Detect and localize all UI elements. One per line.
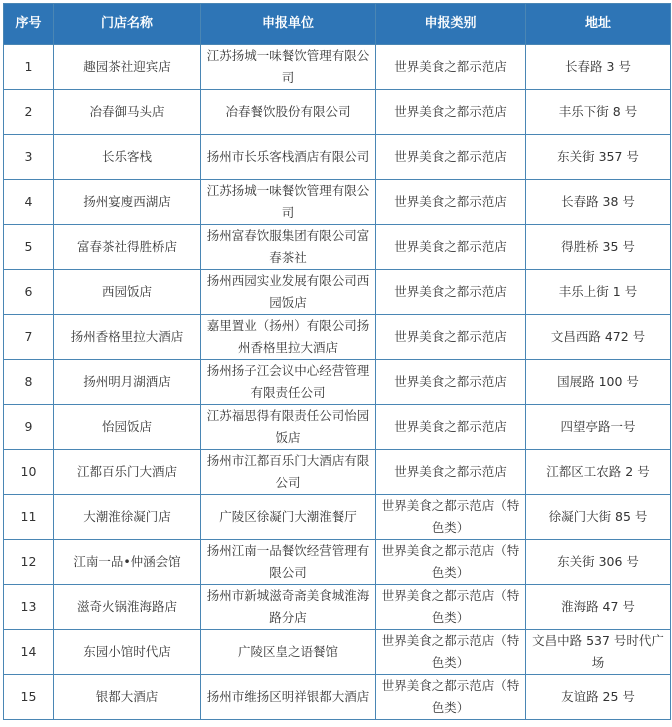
- header-address: 地址: [526, 4, 671, 45]
- cell-no: 15: [4, 675, 54, 720]
- cell-address: 得胜桥 35 号: [526, 225, 671, 270]
- cell-no: 8: [4, 360, 54, 405]
- stores-table: [3, 3, 671, 720]
- cell-unit: 嘉里置业（扬州）有限公司扬州香格里拉大酒店: [201, 315, 376, 360]
- table-row: [4, 360, 671, 405]
- cell-store: 富春茶社得胜桥店: [54, 225, 201, 270]
- cell-store: 长乐客栈: [54, 135, 201, 180]
- table-row: [4, 135, 671, 180]
- header-row: [4, 4, 671, 45]
- cell-store: 西园饭店: [54, 270, 201, 315]
- cell-category: 世界美食之都示范店: [376, 360, 526, 405]
- cell-store: 怡园饭店: [54, 405, 201, 450]
- cell-address: 江都区工农路 2 号: [526, 450, 671, 495]
- cell-unit: 扬州市新城滋奇斋美食城淮海路分店: [201, 585, 376, 630]
- cell-unit: 扬州扬子江会议中心经营管理有限责任公司: [201, 360, 376, 405]
- cell-unit: 扬州江南一品餐饮经营管理有限公司: [201, 540, 376, 585]
- cell-address: 东关街 357 号: [526, 135, 671, 180]
- table-row: [4, 675, 671, 720]
- cell-store: 东园小馆时代店: [54, 630, 201, 675]
- cell-unit: 扬州富春饮服集团有限公司富春茶社: [201, 225, 376, 270]
- cell-unit: 江苏扬城一味餐饮管理有限公司: [201, 180, 376, 225]
- table-row: [4, 270, 671, 315]
- table-row: [4, 225, 671, 270]
- cell-address: 文昌西路 472 号: [526, 315, 671, 360]
- table-row: [4, 450, 671, 495]
- cell-unit: 冶春餐饮股份有限公司: [201, 90, 376, 135]
- cell-no: 5: [4, 225, 54, 270]
- cell-category: 世界美食之都示范店: [376, 450, 526, 495]
- cell-category: 世界美食之都示范店（特色类）: [376, 540, 526, 585]
- cell-category: 世界美食之都示范店（特色类）: [376, 630, 526, 675]
- cell-no: 4: [4, 180, 54, 225]
- cell-store: 趣园茶社迎宾店: [54, 45, 201, 90]
- table-row: [4, 405, 671, 450]
- table-row: [4, 315, 671, 360]
- cell-no: 3: [4, 135, 54, 180]
- cell-address: 淮海路 47 号: [526, 585, 671, 630]
- cell-no: 7: [4, 315, 54, 360]
- cell-no: 12: [4, 540, 54, 585]
- cell-no: 2: [4, 90, 54, 135]
- cell-address: 国展路 100 号: [526, 360, 671, 405]
- cell-unit: 江苏福思得有限责任公司怡园饭店: [201, 405, 376, 450]
- cell-no: 10: [4, 450, 54, 495]
- cell-no: 9: [4, 405, 54, 450]
- cell-category: 世界美食之都示范店: [376, 405, 526, 450]
- table-row: [4, 45, 671, 90]
- cell-unit: 广陵区徐凝门大潮淮餐厅: [201, 495, 376, 540]
- cell-address: 长春路 38 号: [526, 180, 671, 225]
- cell-category: 世界美食之都示范店（特色类）: [376, 675, 526, 720]
- cell-unit: 扬州市长乐客栈酒店有限公司: [201, 135, 376, 180]
- table-row: [4, 630, 671, 675]
- cell-store: 扬州明月湖酒店: [54, 360, 201, 405]
- cell-no: 11: [4, 495, 54, 540]
- cell-category: 世界美食之都示范店（特色类）: [376, 585, 526, 630]
- cell-no: 1: [4, 45, 54, 90]
- cell-no: 6: [4, 270, 54, 315]
- cell-address: 东关街 306 号: [526, 540, 671, 585]
- cell-address: 丰乐上街 1 号: [526, 270, 671, 315]
- cell-unit: 江苏扬城一味餐饮管理有限公司: [201, 45, 376, 90]
- cell-store: 银都大酒店: [54, 675, 201, 720]
- table-row: [4, 495, 671, 540]
- cell-category: 世界美食之都示范店: [376, 270, 526, 315]
- header-category: 申报类别: [376, 4, 526, 45]
- cell-store: 滋奇火锅淮海路店: [54, 585, 201, 630]
- cell-unit: 扬州市江都百乐门大酒店有限公司: [201, 450, 376, 495]
- cell-category: 世界美食之都示范店: [376, 45, 526, 90]
- cell-category: 世界美食之都示范店: [376, 225, 526, 270]
- cell-store: 大潮淮徐凝门店: [54, 495, 201, 540]
- cell-store: 扬州宴廋西湖店: [54, 180, 201, 225]
- cell-address: 丰乐下街 8 号: [526, 90, 671, 135]
- cell-category: 世界美食之都示范店: [376, 180, 526, 225]
- cell-category: 世界美食之都示范店: [376, 90, 526, 135]
- cell-address: 文昌中路 537 号时代广场: [526, 630, 671, 675]
- cell-store: 冶春御马头店: [54, 90, 201, 135]
- cell-category: 世界美食之都示范店: [376, 135, 526, 180]
- table-row: [4, 540, 671, 585]
- cell-address: 友谊路 25 号: [526, 675, 671, 720]
- cell-category: 世界美食之都示范店（特色类）: [376, 495, 526, 540]
- table-row: [4, 180, 671, 225]
- header-no: 序号: [4, 4, 54, 45]
- cell-store: 江都百乐门大酒店: [54, 450, 201, 495]
- cell-no: 14: [4, 630, 54, 675]
- table-row: [4, 585, 671, 630]
- cell-address: 徐凝门大街 85 号: [526, 495, 671, 540]
- cell-store: 扬州香格里拉大酒店: [54, 315, 201, 360]
- cell-unit: 扬州市维扬区明祥银都大酒店: [201, 675, 376, 720]
- cell-category: 世界美食之都示范店: [376, 315, 526, 360]
- table-row: [4, 90, 671, 135]
- cell-address: 长春路 3 号: [526, 45, 671, 90]
- cell-unit: 扬州西园实业发展有限公司西园饭店: [201, 270, 376, 315]
- cell-unit: 广陵区皇之语餐馆: [201, 630, 376, 675]
- cell-address: 四望亭路一号: [526, 405, 671, 450]
- cell-no: 13: [4, 585, 54, 630]
- header-store-name: 门店名称: [54, 4, 201, 45]
- cell-store: 江南一品•仲涵会馆: [54, 540, 201, 585]
- header-unit: 申报单位: [201, 4, 376, 45]
